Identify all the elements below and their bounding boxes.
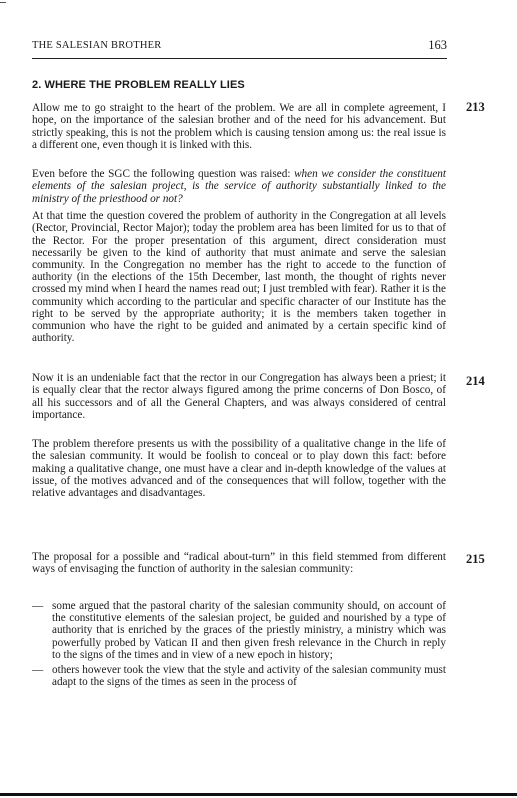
- section-title: 2. WHERE THE PROBLEM REALLY LIES: [32, 79, 245, 91]
- list-item: [32, 664, 446, 688]
- margin-number-213: 213: [466, 100, 485, 114]
- sgc-lead-text: Even before the SGC the following question was raised:: [32, 168, 295, 181]
- page-number: 163: [428, 38, 447, 52]
- paragraph-1: Allow me to go straight to the heart of the problem. We are all in complete agreement, I hope, on the importance of the salesian brother and of the need for his advancement. But strictly speaking, this is not the problem which is causing tension among us: the real issue is a different one, even though it is linked with this.: [32, 102, 446, 151]
- list-dash: —: [32, 600, 44, 612]
- margin-number-214: 214: [466, 374, 485, 388]
- paragraph-2: At that time the question covered the problem of authority in the Congregation at all levels (Rector, Provincial, Rector Major); today the problem area has been limited for us to that of the Rector. For the proper presentation of this argument, direct consideration must necessarily be given to the kind of authority that must animate and serve the salesian community. In the Congregation no member has the right to accede to the function of authority (in the elections of the 15th December, last month, the thought of rights never crossed my mind when I heard the names read out; I just trembled with fear). Rather it is the community which according to the particular and specific character of our Institute has the right to be served by the appropriate authority; it is the members taken together in communion who have the right to be guided and animated by a certain specific kind of authority.: [32, 210, 446, 345]
- sgc-question-text: when we consider the constituent elements of the salesian project, is the service of authority substantially linked to the ministry of the priesthood or not?: [32, 168, 446, 205]
- paragraph-3: Now it is an undeniable fact that the rector in our Congregation has always been a priest; it is equally clear that the rector always figured among the prime concerns of Don Bosco, of all his successors and of all the General Chapters, and was always considered of central importance.: [32, 372, 446, 421]
- scan-mark: [0, 2, 6, 3]
- list-dash: —: [32, 664, 44, 677]
- paragraph-sgc-question: [32, 168, 446, 205]
- list-item: [32, 600, 446, 661]
- margin-number-215: 215: [466, 552, 485, 566]
- argument-list: [32, 600, 446, 691]
- running-head: [32, 40, 447, 59]
- bottom-border: [0, 793, 517, 796]
- paragraph-5: The proposal for a possible and “radical about-turn” in this field stemmed from different ways of envisaging the function of authority in the salesian community:: [32, 551, 446, 576]
- paragraph-4: The problem therefore presents us with the possibility of a qualitative change in the life of the salesian community. It would be foolish to conceal or to play down this fact: before making a qualitative change, one must have a clear and in-depth knowledge of the values at issue, of the motives advanced and of the consequences that will follow, together with the relative advantages and disadvantages.: [32, 438, 446, 499]
- list-item-text: some argued that the pastoral charity of the salesian community should, on account of the constitutive elements of the salesian project, be guided and nourished by a type of authority that is enriched by the graces of the priestly ministry, a ministry which was powerfully probed by Vatican II and then given fresh relevance in the Church in reply to the signs of the times and in view of a new epoch in history;: [52, 600, 446, 661]
- list-item-text: others however took the view that the style and activity of the salesian community must adapt to the signs of the times as seen in the process of: [52, 664, 446, 689]
- running-head-title: THE SALESIAN BROTHER: [32, 40, 162, 51]
